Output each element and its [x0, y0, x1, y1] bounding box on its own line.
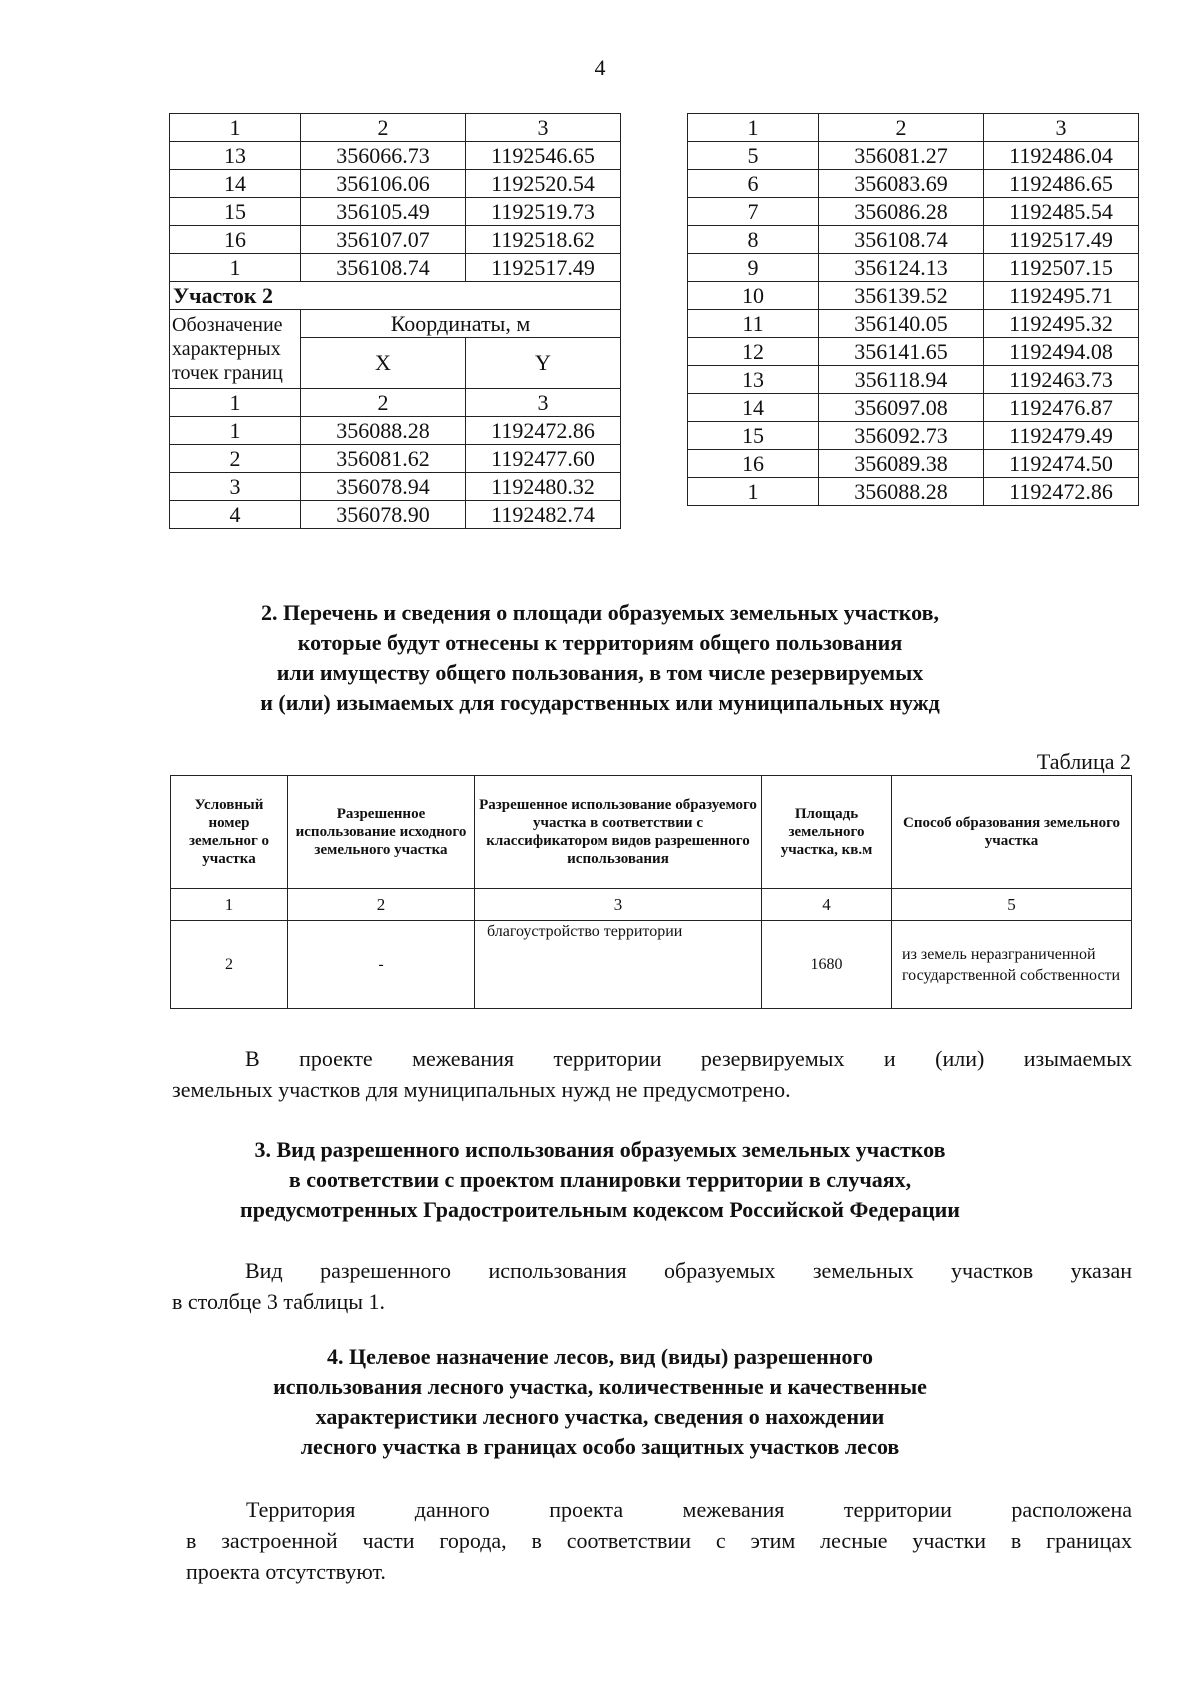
- coord-y: 1192477.60: [466, 445, 621, 473]
- coord-y: 1192474.50: [984, 450, 1139, 478]
- table-row: [688, 282, 1139, 310]
- coord-x: 356086.28: [819, 198, 984, 226]
- section-2-heading: [150, 598, 1050, 718]
- point-number: 14: [170, 170, 301, 198]
- coords-header-row: [170, 310, 621, 338]
- coordinates-table-right: [687, 113, 1139, 506]
- coord-x: 356139.52: [819, 282, 984, 310]
- column-number: 2: [288, 889, 475, 921]
- point-number: 1: [170, 417, 301, 445]
- coord-x: 356140.05: [819, 310, 984, 338]
- coord-x: 356108.74: [301, 254, 466, 282]
- table-subheader-row: [170, 389, 621, 417]
- point-number: 8: [688, 226, 819, 254]
- heading-line: которые будут отнесены к территориям общего пользования: [297, 630, 903, 655]
- coord-x: 356092.73: [819, 422, 984, 450]
- point-number: 13: [688, 366, 819, 394]
- formation-method: из земель неразграниченной государственной собственности: [892, 921, 1132, 1009]
- table-row: [170, 170, 621, 198]
- table-row: [170, 473, 621, 501]
- coord-y: 1192507.15: [984, 254, 1139, 282]
- coord-y: 1192480.32: [466, 473, 621, 501]
- table-row: [688, 170, 1139, 198]
- table-row: [688, 394, 1139, 422]
- heading-line: и (или) изымаемых для государственных или муниципальных нужд: [260, 690, 940, 715]
- legend-line: Обозначение: [172, 314, 283, 336]
- coord-y: 1192463.73: [984, 366, 1139, 394]
- coord-y: 1192472.86: [984, 478, 1139, 506]
- point-designation-label: [170, 310, 301, 389]
- table-row: [688, 422, 1139, 450]
- header-cell: 2: [301, 389, 466, 417]
- point-number: 12: [688, 338, 819, 366]
- coord-y: 1192517.49: [984, 226, 1139, 254]
- coord-y: 1192520.54: [466, 170, 621, 198]
- point-number: 4: [170, 501, 301, 529]
- coord-y: 1192519.73: [466, 198, 621, 226]
- header-cell: 1: [688, 114, 819, 142]
- table-row: [688, 450, 1139, 478]
- table-row: [170, 142, 621, 170]
- point-number: 7: [688, 198, 819, 226]
- section-3-text: [172, 1255, 1132, 1317]
- coord-x: 356141.65: [819, 338, 984, 366]
- table-row: [688, 226, 1139, 254]
- coord-y: 1192546.65: [466, 142, 621, 170]
- heading-line: в соответствии с проектом планировки территории в случаях,: [288, 1167, 912, 1192]
- text-line: в застроенной части города, в соответствии с этим лесные участки в границах: [186, 1528, 1132, 1553]
- plot-number: 2: [171, 921, 288, 1009]
- heading-line: лесного участка в границах особо защитных участков лесов: [300, 1434, 900, 1459]
- point-number: 9: [688, 254, 819, 282]
- coord-x: 356088.28: [819, 478, 984, 506]
- coord-x: 356081.62: [301, 445, 466, 473]
- land-plots-table: [170, 775, 1132, 1009]
- coord-x: 356089.38: [819, 450, 984, 478]
- coord-x: 356106.06: [301, 170, 466, 198]
- point-number: 6: [688, 170, 819, 198]
- coord-x: 356107.07: [301, 226, 466, 254]
- y-label: Y: [466, 338, 621, 389]
- coord-y: 1192486.65: [984, 170, 1139, 198]
- table-row: [688, 366, 1139, 394]
- coordinates-table-left: [169, 113, 621, 529]
- plot-title-row: [170, 282, 621, 310]
- column-number: 1: [171, 889, 288, 921]
- table-row: [170, 226, 621, 254]
- note-line: земельных участков для муниципальных нужд не предусмотрено.: [172, 1077, 791, 1102]
- header-cell: 3: [984, 114, 1139, 142]
- text-line: в столбце 3 таблицы 1.: [172, 1289, 385, 1314]
- column-number: 5: [892, 889, 1132, 921]
- plot-title: Участок 2: [170, 282, 621, 310]
- coord-y: 1192494.08: [984, 338, 1139, 366]
- header-new-use: Разрешенное использование образуемого участка в соответствии с классификатором видов разрешенного использования: [475, 776, 762, 889]
- table-row: [688, 254, 1139, 282]
- heading-line: 2. Перечень и сведения о площади образуемых земельных участков,: [261, 600, 939, 625]
- coord-x: 356124.13: [819, 254, 984, 282]
- text-line: проекта отсутствуют.: [186, 1559, 386, 1584]
- area-value: 1680: [762, 921, 892, 1009]
- section-3-heading: [150, 1135, 1050, 1225]
- text-line: Территория данного проекта межевания территории расположена: [246, 1497, 1132, 1522]
- note-line: В проекте межевания территории резервируемых и (или) изымаемых: [245, 1046, 1132, 1071]
- header-method: Способ образования земельного участка: [892, 776, 1132, 889]
- coord-y: 1192517.49: [466, 254, 621, 282]
- table-header-row: [688, 114, 1139, 142]
- legend-line: характерных: [172, 338, 281, 360]
- coord-x: 356078.94: [301, 473, 466, 501]
- coord-y: 1192472.86: [466, 417, 621, 445]
- header-cell: 2: [301, 114, 466, 142]
- point-number: 5: [688, 142, 819, 170]
- coord-x: 356088.28: [301, 417, 466, 445]
- point-number: 16: [688, 450, 819, 478]
- heading-line: 4. Целевое назначение лесов, вид (виды) разрешенного: [327, 1344, 873, 1369]
- table-row: [171, 921, 1132, 1009]
- section-4-text: [186, 1494, 1132, 1587]
- coord-x: 356108.74: [819, 226, 984, 254]
- table-row: [170, 445, 621, 473]
- legend-line: точек границ: [172, 362, 283, 384]
- point-number: 15: [688, 422, 819, 450]
- point-number: 2: [170, 445, 301, 473]
- point-number: 15: [170, 198, 301, 226]
- reserve-note: [172, 1043, 1132, 1105]
- table-row: [688, 338, 1139, 366]
- point-number: 13: [170, 142, 301, 170]
- table-caption: Таблица 2: [1036, 749, 1131, 774]
- header-cell: 1: [170, 114, 301, 142]
- table-row: [688, 198, 1139, 226]
- coord-y: 1192495.32: [984, 310, 1139, 338]
- x-label: X: [301, 338, 466, 389]
- point-number: 10: [688, 282, 819, 310]
- coordinates-label: Координаты, м: [301, 310, 621, 338]
- table-row: [170, 198, 621, 226]
- point-number: 1: [688, 478, 819, 506]
- point-number: 16: [170, 226, 301, 254]
- coord-y: 1192486.04: [984, 142, 1139, 170]
- column-number: 3: [475, 889, 762, 921]
- coord-y: 1192482.74: [466, 501, 621, 529]
- coord-y: 1192518.62: [466, 226, 621, 254]
- column-numbers-row: [171, 889, 1132, 921]
- header-cell: 3: [466, 114, 621, 142]
- table-row: [170, 501, 621, 529]
- heading-line: характеристики лесного участка, сведения о нахождении: [315, 1404, 885, 1429]
- header-plot-number: Условный номер земельног о участка: [171, 776, 288, 889]
- coord-x: 356083.69: [819, 170, 984, 198]
- heading-line: 3. Вид разрешенного использования образуемых земельных участков: [254, 1137, 946, 1162]
- table-row: [688, 142, 1139, 170]
- point-number: 1: [170, 254, 301, 282]
- coord-x: 356078.90: [301, 501, 466, 529]
- table-row: [688, 310, 1139, 338]
- coord-x: 356105.49: [301, 198, 466, 226]
- table-row: [170, 417, 621, 445]
- header-area: Площадь земельного участка, кв.м: [762, 776, 892, 889]
- header-source-use: Разрешенное использование исходного земельного участка: [288, 776, 475, 889]
- page-number: 4: [594, 55, 606, 80]
- header-cell: 3: [466, 389, 621, 417]
- header-cell: 2: [819, 114, 984, 142]
- heading-line: или имуществу общего пользования, в том числе резервируемых: [276, 660, 924, 685]
- table-header-row: [170, 114, 621, 142]
- table-row: [688, 478, 1139, 506]
- coord-x: 356066.73: [301, 142, 466, 170]
- table-header-row: [171, 776, 1132, 889]
- coord-x: 356081.27: [819, 142, 984, 170]
- point-number: 3: [170, 473, 301, 501]
- source-use: -: [288, 921, 475, 1009]
- section-4-heading: [150, 1342, 1050, 1462]
- header-cell: 1: [170, 389, 301, 417]
- table-row: [170, 254, 621, 282]
- coord-y: 1192479.49: [984, 422, 1139, 450]
- heading-line: предусмотренных Градостроительным кодексом Российской Федерации: [240, 1197, 960, 1222]
- coord-x: 356118.94: [819, 366, 984, 394]
- point-number: 14: [688, 394, 819, 422]
- coord-y: 1192476.87: [984, 394, 1139, 422]
- coord-x: 356097.08: [819, 394, 984, 422]
- text-line: Вид разрешенного использования образуемых земельных участков указан: [245, 1258, 1132, 1283]
- new-use: благоустройство территории: [475, 921, 762, 1009]
- coord-y: 1192485.54: [984, 198, 1139, 226]
- heading-line: использования лесного участка, количественные и качественные: [273, 1374, 927, 1399]
- coord-y: 1192495.71: [984, 282, 1139, 310]
- point-number: 11: [688, 310, 819, 338]
- column-number: 4: [762, 889, 892, 921]
